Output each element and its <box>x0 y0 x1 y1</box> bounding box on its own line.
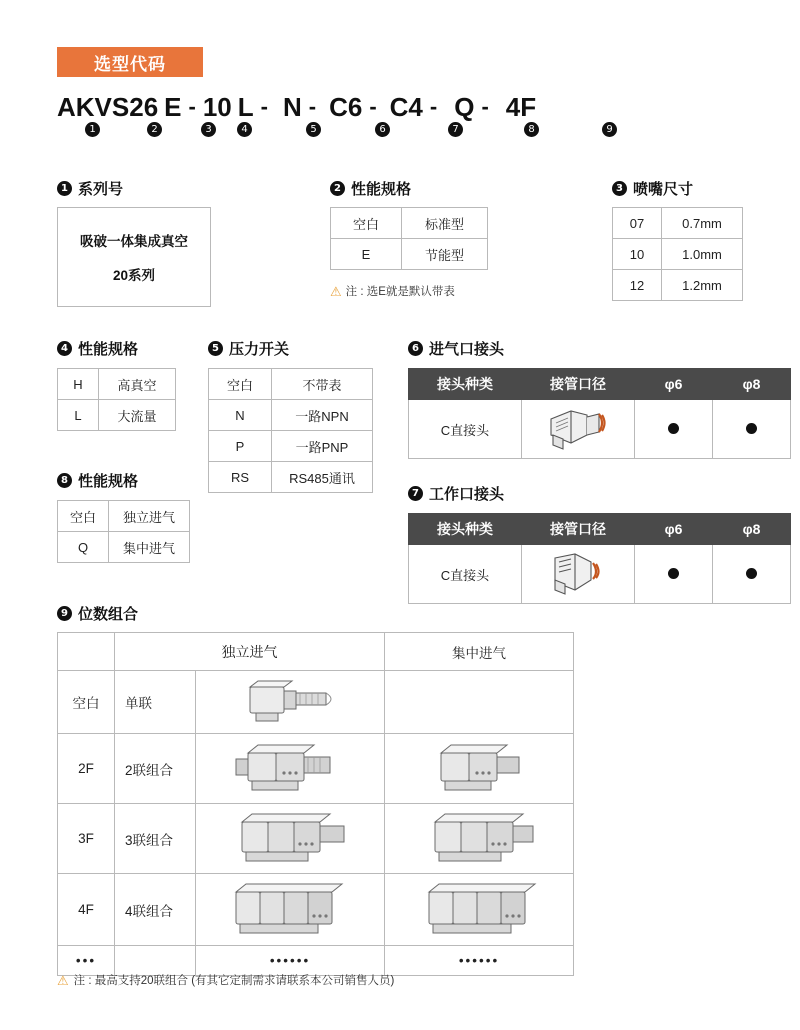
series-box-line1: 吸破一体集成真空 <box>80 234 188 249</box>
marker-8: 8 <box>524 122 539 137</box>
code-segment-6: C6 <box>329 92 363 122</box>
table-spec-2 <box>330 207 488 270</box>
inlet-phi8-cell <box>713 400 791 459</box>
section-title-spec-8 <box>57 470 138 491</box>
combo-header-central: 集中进气 <box>385 633 574 671</box>
fitting-illustration-icon <box>541 405 615 451</box>
table-spec-8 <box>57 500 190 563</box>
code-dash-5: - <box>429 94 438 119</box>
table-row <box>58 874 574 946</box>
vacuum-unit-icon <box>407 876 551 940</box>
table-row: 12 1.2mm <box>613 270 743 301</box>
section-label-combination: 位数组合 <box>78 606 139 623</box>
vacuum-unit-icon <box>230 675 350 727</box>
dot-icon <box>746 568 757 579</box>
section-label-work-connector: 工作口接头 <box>429 486 505 503</box>
combo-illustration-3f-central <box>385 804 574 874</box>
section-label-spec-2: 性能规格 <box>351 181 412 198</box>
banner-title: 选型代码 <box>94 54 166 74</box>
table-work-connector <box>408 513 791 604</box>
section-label-nozzle: 喷嘴尺寸 <box>633 181 694 198</box>
table-row: RS RS485通讯 <box>209 462 373 493</box>
table-row: P 一路PNP <box>209 431 373 462</box>
model-code-line <box>57 88 757 122</box>
badge-7: 7 <box>408 486 423 501</box>
code-segment-2: E <box>164 92 182 122</box>
work-connector-type: C直接头 <box>409 545 522 604</box>
vacuum-unit-icon <box>220 806 360 868</box>
table-row: 空白 不带表 <box>209 369 373 400</box>
section-title-pressure-switch <box>208 338 289 359</box>
table-row <box>409 545 791 604</box>
table-row: E 节能型 <box>331 239 488 270</box>
marker-1: 1 <box>85 122 100 137</box>
section-label-spec-8: 性能规格 <box>78 473 139 490</box>
code-segment-3: 10 <box>202 92 232 122</box>
dot-icon <box>746 423 757 434</box>
series-box <box>57 207 211 307</box>
section-label-pressure-switch: 压力开关 <box>229 341 290 358</box>
table-pressure-switch <box>208 368 373 493</box>
combo-label-more <box>115 946 196 976</box>
section-title-work-connector <box>408 483 504 504</box>
table-row: 空白 标准型 <box>331 208 488 239</box>
code-segment-8: Q <box>454 92 475 122</box>
table-header-row: 接头种类 接管口径 φ6 φ8 <box>409 514 791 545</box>
vacuum-unit-icon <box>218 876 362 940</box>
badge-8: 8 <box>57 473 72 488</box>
work-phi6-cell <box>635 545 713 604</box>
code-markers <box>57 122 757 142</box>
note-spec-2 <box>330 283 455 299</box>
combo-illustration-3f-independent <box>196 804 385 874</box>
code-segment-5: N <box>282 92 302 122</box>
code-dash-4: - <box>369 94 377 119</box>
table-row: Q 集中进气 <box>58 532 190 563</box>
combo-label-4f: 4联组合 <box>115 874 196 946</box>
code-dash-6: - <box>481 94 489 119</box>
inlet-phi6-cell <box>635 400 713 459</box>
table-row <box>58 946 574 976</box>
table-row: 空白 独立进气 <box>58 501 190 532</box>
marker-3: 3 <box>201 122 216 137</box>
table-row <box>409 400 791 459</box>
badge-3: 3 <box>612 181 627 196</box>
section-label-series: 系列号 <box>78 181 124 198</box>
table-row <box>58 804 574 874</box>
marker-2: 2 <box>147 122 162 137</box>
code-segment-7: C4 <box>389 92 423 122</box>
footnote-text: 注 : 最高支持20联组合 (有其它定制需求请联系本公司销售人员) <box>73 975 395 987</box>
combo-more-independent: •••••• <box>196 946 385 976</box>
marker-4: 4 <box>237 122 252 137</box>
table-inlet-connector <box>408 368 791 459</box>
dot-icon <box>668 568 679 579</box>
inlet-connector-illustration <box>522 400 635 459</box>
badge-6: 6 <box>408 341 423 356</box>
combo-code-3f: 3F <box>58 804 115 874</box>
table-row: H 高真空 <box>58 369 176 400</box>
vacuum-unit-icon <box>411 737 547 797</box>
warning-icon: ⚠ <box>57 972 69 988</box>
table-row <box>58 671 574 734</box>
marker-7: 7 <box>448 122 463 137</box>
fitting-illustration-icon <box>541 550 615 596</box>
footnote <box>57 972 394 988</box>
code-dash-3: - <box>308 94 317 119</box>
code-segment-4: L <box>237 92 254 122</box>
badge-5: 5 <box>208 341 223 356</box>
marker-5: 5 <box>306 122 321 137</box>
code-dash-1: - <box>188 94 196 119</box>
section-title-series <box>57 178 123 199</box>
combo-label-2f: 2联组合 <box>115 734 196 804</box>
combo-label-3f: 3联组合 <box>115 804 196 874</box>
combo-code-2f: 2F <box>58 734 115 804</box>
marker-6: 6 <box>375 122 390 137</box>
combo-illustration-2f-independent <box>196 734 385 804</box>
combo-code-4f: 4F <box>58 874 115 946</box>
badge-9: 9 <box>57 606 72 621</box>
combo-code-blank: 空白 <box>58 671 115 734</box>
section-title-spec-2 <box>330 178 411 199</box>
section-label-inlet-connector: 进气口接头 <box>429 341 505 358</box>
combo-code-more: ••• <box>58 946 115 976</box>
warning-icon: ⚠ <box>330 283 342 299</box>
table-row: 07 0.7mm <box>613 208 743 239</box>
work-phi8-cell <box>713 545 791 604</box>
note-spec-2-text: 注 : 选E就是默认带表 <box>345 286 455 298</box>
badge-1: 1 <box>57 181 72 196</box>
combo-corner-cell <box>58 633 115 671</box>
vacuum-unit-icon <box>409 806 549 868</box>
dot-icon <box>668 423 679 434</box>
table-combination <box>57 632 574 976</box>
code-dash-2: - <box>260 94 268 119</box>
combo-illustration-4f-central <box>385 874 574 946</box>
banner <box>57 47 203 77</box>
combo-label-single: 单联 <box>115 671 196 734</box>
table-spec-4 <box>57 368 176 431</box>
table-row: N 一路NPN <box>209 400 373 431</box>
combo-header-independent: 独立进气 <box>115 633 385 671</box>
section-title-spec-4 <box>57 338 138 359</box>
inlet-connector-type: C直接头 <box>409 400 522 459</box>
section-title-inlet-connector <box>408 338 504 359</box>
section-title-nozzle <box>612 178 693 199</box>
code-segment-1: AKVS26 <box>57 92 159 122</box>
table-nozzle <box>612 207 743 301</box>
table-header-row: 接头种类 接管口径 φ6 φ8 <box>409 369 791 400</box>
badge-2: 2 <box>330 181 345 196</box>
badge-4: 4 <box>57 341 72 356</box>
work-connector-illustration <box>522 545 635 604</box>
table-header-row <box>58 633 574 671</box>
combo-illustration-2f-central <box>385 734 574 804</box>
vacuum-unit-icon <box>222 737 358 797</box>
code-segment-9: 4F <box>505 92 537 122</box>
combo-more-central: •••••• <box>385 946 574 976</box>
section-label-spec-4: 性能规格 <box>78 341 139 358</box>
marker-9: 9 <box>602 122 617 137</box>
combo-illustration-single-independent <box>196 671 385 734</box>
combo-illustration-4f-independent <box>196 874 385 946</box>
combo-cell-single-central-empty <box>385 671 574 734</box>
table-row <box>58 734 574 804</box>
table-row: L 大流量 <box>58 400 176 431</box>
table-row: 10 1.0mm <box>613 239 743 270</box>
series-box-line2: 20系列 <box>112 268 156 283</box>
section-title-combination <box>57 603 138 624</box>
